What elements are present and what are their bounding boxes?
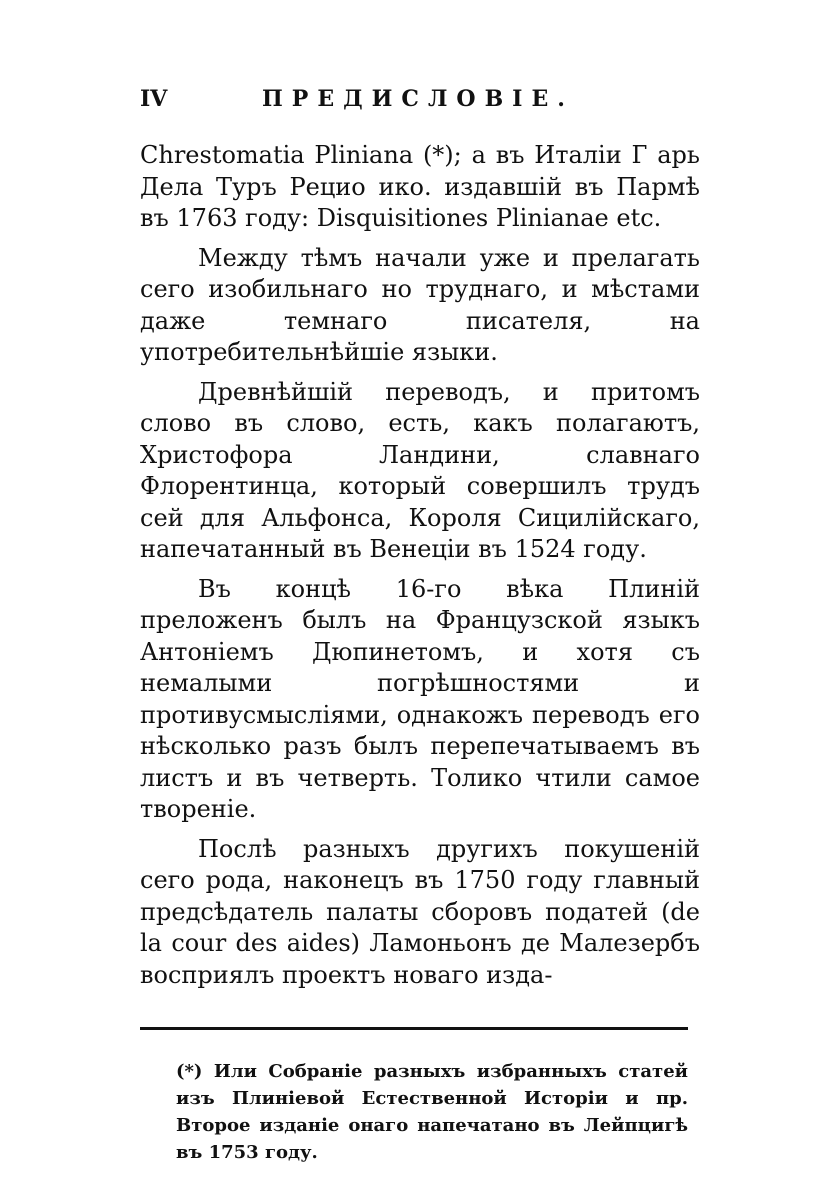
paragraph: Древнѣйшій переводъ, и притомъ слово въ слово, есть, какъ полагаютъ, Христофора Ландини, славнаго Флорентинца, который совершилъ трудъ сей для Альфонса, Короля Сицилійскаго, напечатанный въ Венеціи въ 1524 году. <box>140 377 700 563</box>
footnote-divider <box>140 1027 688 1030</box>
paragraph: Между тѣмъ начали уже и прелагать сего изобильнаго но труднаго, и мѣстами даже темнаго писателя, на употребительнѣйшіе языки. <box>140 243 700 366</box>
book-page <box>140 82 700 1166</box>
running-title: ПРЕДИСЛОВІЕ. <box>262 86 574 112</box>
paragraph: Въ концѣ 16-го вѣка Плиній преложенъ былъ на Французской языкъ Антоніемъ Дюпинетомъ, и хотя съ немалыми погрѣшностями и противусмысліями, однакожъ переводъ его нѣсколько разъ былъ перепечатываемъ въ листъ и въ четверть. Толико чтили самое твореніе. <box>140 574 700 823</box>
running-head <box>140 82 700 122</box>
body-text <box>140 140 700 991</box>
page-number: IV <box>140 86 168 112</box>
paragraph: Послѣ разныхъ другихъ покушеній сего рода, наконецъ въ 1750 году главный предсѣдатель палаты сборовъ податей (de la cour des aides) Ламоньонъ де Малезербъ восприялъ проектъ новаго изда- <box>140 834 700 989</box>
paragraph: Chrestomatia Pliniana (*); а въ Италіи Г арь Дела Туръ Рецио ико. издавшій въ Пармѣ въ 1763 году: Disquisitiones Plinianae etc. <box>140 141 700 232</box>
footnote: (*) Или Собраніе разныхъ избранныхъ статей изъ Плиніевой Естественной Исторіи и пр. Второе изданіе онаго напечатано въ Лейпцигѣ въ 1753 году. <box>176 1061 688 1163</box>
